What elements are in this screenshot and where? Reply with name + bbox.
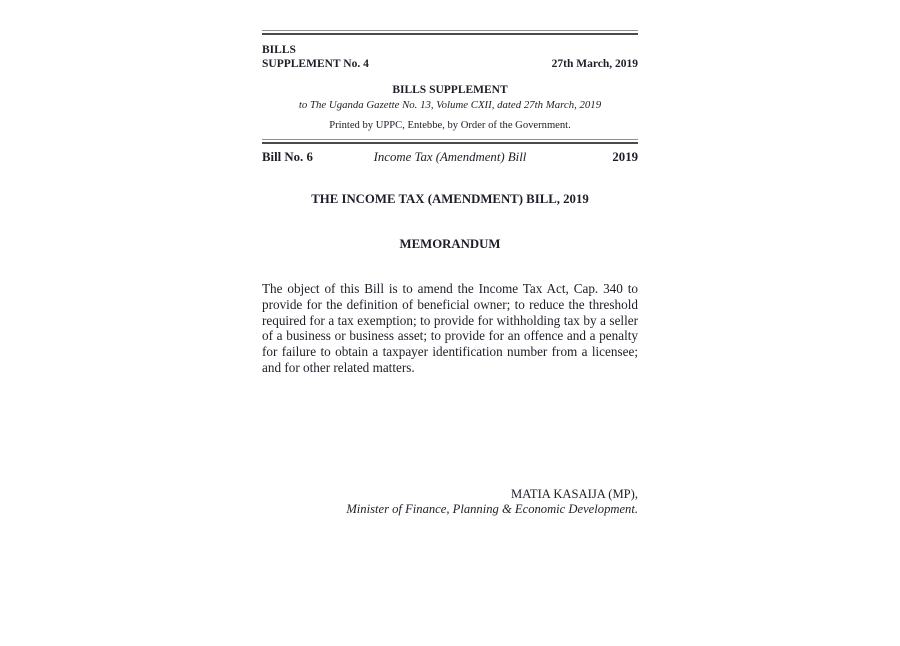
memorandum-paragraph: The object of this Bill is to amend the Income Tax Act, Cap. 340 to provide for the definition of beneficial owner; to reduce the threshold required for a tax exemption; to provide for withholding tax by a seller of a business or business asset; to provide for an offence and a penalty for failure to obtain a taxpayer identification number from a licensee; and for other related matters. (262, 281, 638, 375)
bill-number: Bill No. 6 (262, 150, 313, 165)
gazette-reference: to The Uganda Gazette No. 13, Volume CXII, dated 27th March, 2019 (298, 99, 602, 112)
supplement-title: BILLS SUPPLEMENT (392, 84, 508, 97)
top-double-rule (262, 30, 638, 35)
masthead (262, 43, 638, 71)
rule-thick-line (262, 142, 638, 144)
memorandum-heading: MEMORANDUM (399, 237, 501, 252)
masthead-date: 27th March, 2019 (551, 58, 638, 71)
imprint-line: Printed by UPPC, Entebbe, by Order of the Government. (329, 120, 571, 132)
document-page (262, 30, 638, 517)
rule-thick-line (262, 33, 638, 35)
masthead-series-line1: BILLS (262, 44, 296, 57)
bill-header-row (262, 150, 638, 164)
signatory-title: Minister of Finance, Planning & Economic Development. (346, 501, 638, 516)
bill-year: 2019 (612, 150, 638, 165)
mid-double-rule (262, 139, 638, 144)
masthead-series (262, 43, 369, 71)
signature-block (262, 487, 638, 517)
masthead-series-line2: SUPPLEMENT No. 4 (262, 58, 369, 71)
bill-short-title: Income Tax (Amendment) Bill (373, 150, 527, 165)
signatory-name: MATIA KASAIJA (MP), (511, 486, 638, 501)
act-title: THE INCOME TAX (AMENDMENT) BILL, 2019 (311, 192, 589, 207)
